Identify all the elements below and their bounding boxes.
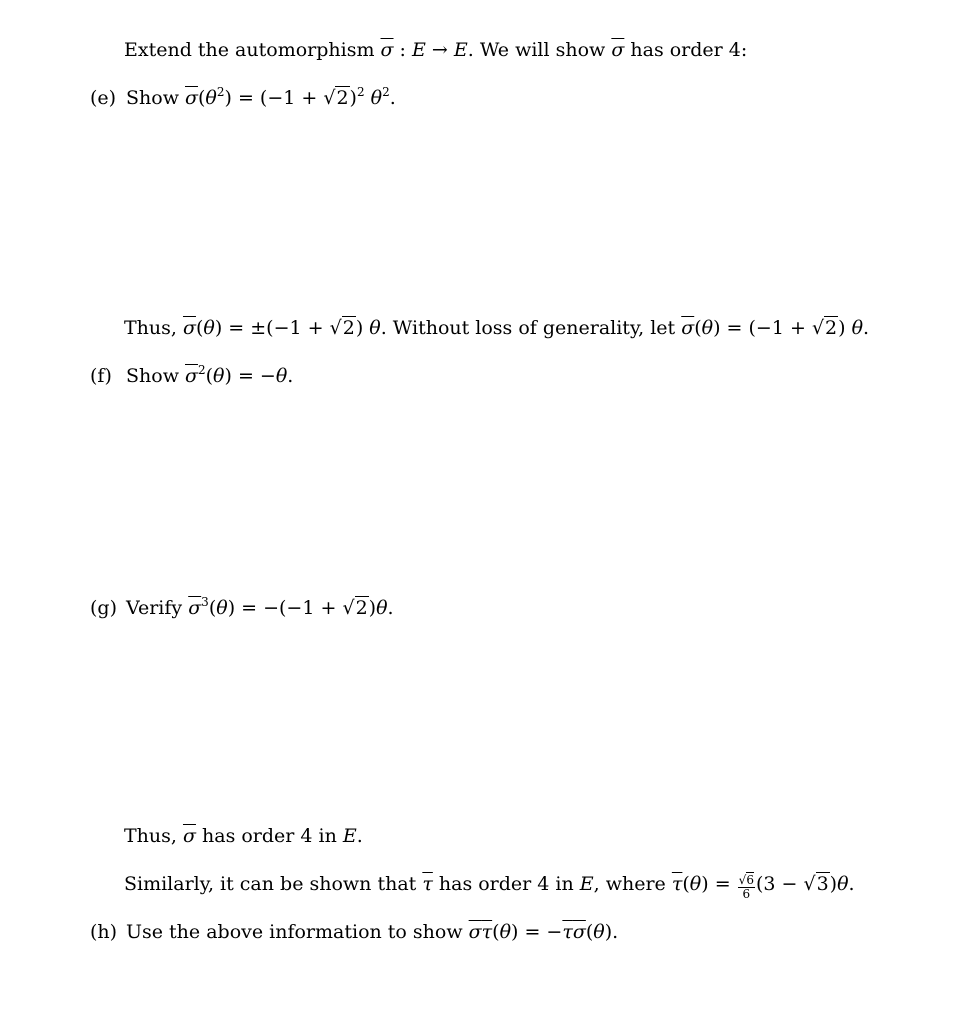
period: . bbox=[848, 873, 855, 895]
paren: ( bbox=[205, 365, 214, 387]
sigma-bar-symbol: $\overline{\sigma}$ bbox=[611, 39, 625, 61]
part-e-label: (e) bbox=[90, 87, 117, 109]
radical-sign: √ bbox=[329, 317, 342, 339]
sigma-bar-symbol: $\overline{\sigma}$ bbox=[380, 39, 394, 61]
field-E: E bbox=[579, 873, 594, 895]
map-colon: : bbox=[393, 39, 412, 61]
sqrt-3 bbox=[803, 872, 829, 896]
sigma-bar-symbol: $\overline{\sigma}$ bbox=[182, 317, 196, 339]
sigma-bar-symbol: $\overline{\sigma}$ bbox=[572, 921, 586, 943]
theta-symbol: θ bbox=[593, 921, 605, 943]
fraction-denominator: 6 bbox=[742, 887, 751, 901]
intro-text-b: . We will show bbox=[467, 39, 612, 61]
radicand: 2 bbox=[355, 597, 368, 619]
theta-symbol: θ bbox=[364, 87, 383, 109]
sigma-bar-symbol: $\overline{\sigma}$ bbox=[188, 597, 202, 619]
paren: ) bbox=[368, 597, 377, 619]
paren: ) bbox=[838, 317, 852, 339]
part-h bbox=[90, 920, 618, 944]
theta-symbol: θ bbox=[203, 317, 215, 339]
order-text: has order 4 in bbox=[432, 873, 580, 895]
equation-middle: ) = −(−1 + bbox=[227, 597, 343, 619]
part-e bbox=[90, 86, 396, 110]
equation-middle: ) = bbox=[701, 873, 737, 895]
part-h-label: (h) bbox=[90, 921, 118, 943]
radicand: 2 bbox=[336, 87, 349, 109]
paren: ( bbox=[682, 873, 690, 895]
field-E: E bbox=[412, 39, 426, 61]
tau-bar-symbol: $\overline{\tau}$ bbox=[422, 873, 433, 895]
theta-symbol: θ bbox=[376, 597, 388, 619]
period: . bbox=[863, 317, 870, 339]
tau-bar-symbol: $\overline{\tau}$ bbox=[671, 873, 683, 895]
sqrt-2 bbox=[323, 86, 349, 110]
intro-text-c: has order 4: bbox=[624, 39, 748, 61]
thus-text: Thus, bbox=[124, 317, 183, 339]
paren: ) bbox=[349, 87, 357, 109]
radical-sign: √ bbox=[811, 317, 825, 339]
part-f-label: (f) bbox=[90, 365, 112, 387]
part-f-verb: Show bbox=[126, 365, 185, 387]
period: . bbox=[389, 87, 396, 109]
radical-sign: √ bbox=[738, 873, 747, 887]
sigma-bar-symbol: $\overline{\sigma}$ bbox=[185, 87, 198, 109]
exponent: 2 bbox=[356, 85, 365, 99]
period: . bbox=[356, 825, 363, 847]
theta-symbol: θ bbox=[275, 365, 288, 387]
theta-symbol: θ bbox=[499, 921, 512, 943]
arrow-symbol: → bbox=[425, 39, 454, 61]
paren: ) bbox=[829, 873, 838, 895]
sigma-bar-symbol: $\overline{\sigma}$ bbox=[185, 365, 198, 387]
radicand: 6 bbox=[746, 873, 754, 887]
radicand: 2 bbox=[342, 317, 355, 339]
thus-text: Thus, bbox=[124, 825, 183, 847]
equation-middle: ) = ±(−1 + bbox=[214, 317, 330, 339]
period: . bbox=[387, 597, 394, 619]
period: ). bbox=[604, 921, 619, 943]
radical-sign: √ bbox=[342, 597, 355, 619]
period: . bbox=[287, 365, 294, 387]
exponent: 2 bbox=[197, 363, 206, 377]
sigma-bar-symbol: $\overline{\sigma}$ bbox=[468, 921, 482, 943]
thus-line-2 bbox=[124, 824, 363, 848]
paren: ( bbox=[585, 921, 594, 943]
theta-symbol: θ bbox=[205, 87, 217, 109]
theta-symbol: θ bbox=[851, 317, 864, 339]
paren: ( bbox=[195, 317, 204, 339]
part-e-verb: Show bbox=[126, 87, 185, 109]
paren: ( bbox=[694, 317, 702, 339]
sigma-bar-symbol: $\overline{\sigma}$ bbox=[681, 317, 695, 339]
radical-sign: √ bbox=[323, 87, 336, 109]
radicand: 2 bbox=[825, 317, 838, 339]
theta-symbol: θ bbox=[837, 873, 849, 895]
sqrt-2 bbox=[342, 596, 368, 620]
paren: ( bbox=[197, 87, 206, 109]
part-f bbox=[90, 364, 293, 388]
tau-bar-symbol: $\overline{\tau}$ bbox=[562, 921, 573, 943]
equation-middle: ) = − bbox=[224, 365, 276, 387]
radicand: 3 bbox=[816, 873, 829, 895]
where-text: , where bbox=[593, 873, 672, 895]
sqrt-2 bbox=[812, 316, 838, 340]
field-E: E bbox=[453, 39, 468, 61]
similarly-line bbox=[124, 872, 855, 901]
equation-middle: ) = − bbox=[511, 921, 563, 943]
sqrt-2 bbox=[330, 316, 356, 340]
theta-symbol: θ bbox=[369, 317, 381, 339]
paren: ) bbox=[355, 317, 370, 339]
intro-text-a: Extend the automorphism bbox=[124, 39, 381, 61]
order-text: has order 4 in bbox=[195, 825, 343, 847]
exponent: 2 bbox=[216, 85, 225, 99]
exponent: 3 bbox=[201, 595, 209, 609]
paren: ( bbox=[208, 597, 217, 619]
wlog-text: . Without loss of generality, let bbox=[380, 317, 682, 339]
sigma-bar-symbol: $\overline{\sigma}$ bbox=[182, 825, 196, 847]
equation-middle: (3 − bbox=[755, 873, 804, 895]
intro-line bbox=[124, 38, 747, 62]
fraction-numerator bbox=[738, 874, 755, 888]
thus-line-1 bbox=[124, 316, 869, 340]
equation-middle: ) = (−1 + bbox=[713, 317, 812, 339]
part-h-text: Use the above information to show bbox=[126, 921, 469, 943]
part-g-verb: Verify bbox=[126, 597, 189, 619]
paren: ( bbox=[492, 921, 500, 943]
radical-sign: √ bbox=[803, 873, 816, 895]
field-E: E bbox=[342, 825, 357, 847]
theta-symbol: θ bbox=[213, 365, 225, 387]
theta-symbol: θ bbox=[689, 873, 702, 895]
part-g bbox=[90, 596, 394, 620]
theta-symbol: θ bbox=[216, 597, 228, 619]
tau-bar-symbol: $\overline{\tau}$ bbox=[481, 921, 493, 943]
similarly-text: Similarly, it can be shown that bbox=[124, 873, 423, 895]
fraction-sqrt6-over-6 bbox=[738, 874, 755, 901]
theta-symbol: θ bbox=[701, 317, 714, 339]
equation-middle: ) = (−1 + bbox=[224, 87, 324, 109]
exponent: 2 bbox=[382, 85, 390, 99]
part-g-label: (g) bbox=[90, 597, 117, 619]
